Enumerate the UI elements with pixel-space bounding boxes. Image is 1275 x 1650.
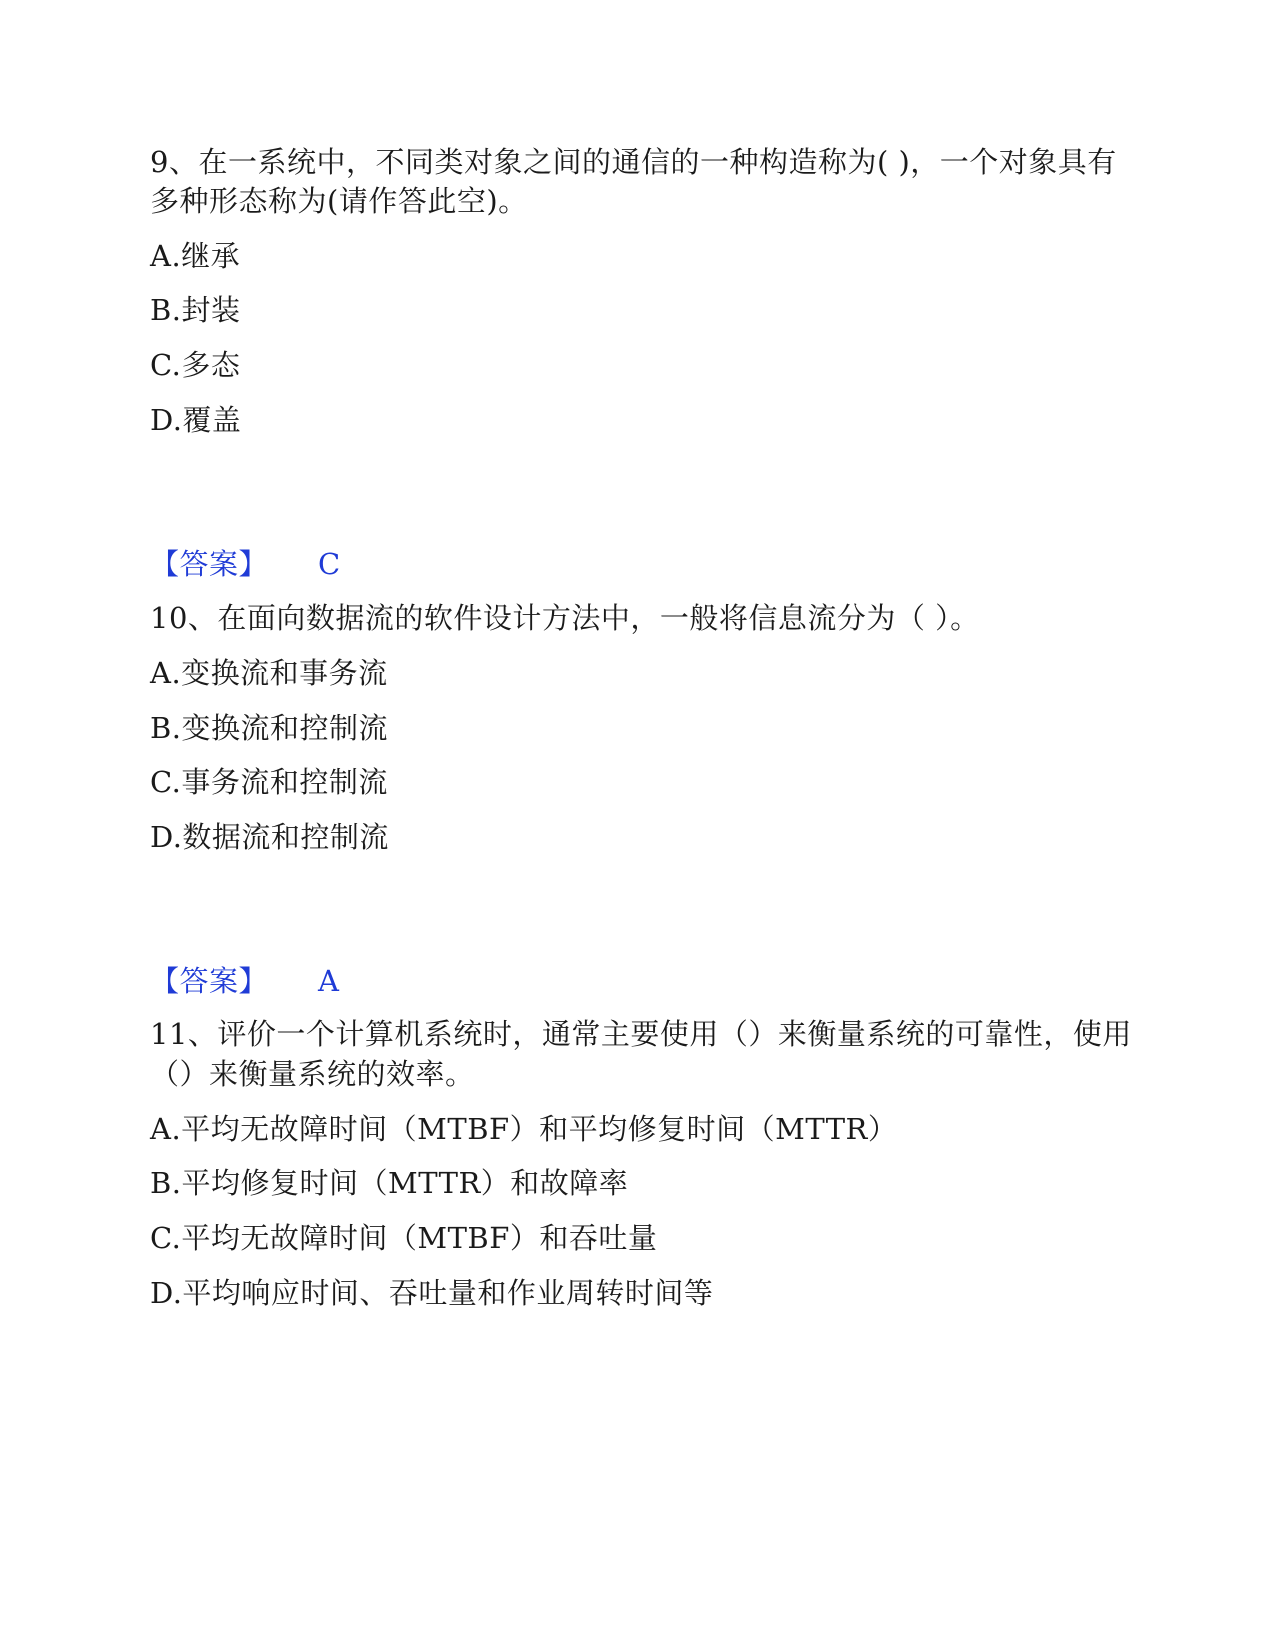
q11-option-a: A.平均无故障时间（MTBF）和平均修复时间（MTTR）	[150, 1112, 898, 1146]
q11-stem-line-2: （）来衡量系统的效率。	[150, 1057, 475, 1091]
q11-stem-line-1: 11、评价一个计算机系统时，通常主要使用（）来衡量系统的可靠性，使用	[150, 1017, 1132, 1051]
q11-option-c: C.平均无故障时间（MTBF）和吞吐量	[150, 1221, 658, 1255]
q9-option-a: A.继承	[150, 239, 241, 273]
q9-option-b: B.封装	[150, 293, 241, 327]
q9-option-c: C.多态	[150, 348, 241, 382]
answer-value: C	[318, 547, 341, 581]
answer-label: 【答案】	[150, 964, 269, 998]
q10-stem-line-1: 10、在面向数据流的软件设计方法中，一般将信息流分为（ ）。	[150, 601, 980, 635]
answer-value: A	[318, 964, 340, 998]
q10-option-d: D.数据流和控制流	[150, 820, 389, 854]
answer-label: 【答案】	[150, 547, 269, 581]
q10-option-c: C.事务流和控制流	[150, 765, 388, 799]
q9-option-d: D.覆盖	[150, 403, 242, 437]
q10-answer	[150, 961, 1125, 1001]
q9-stem-line-2: 多种形态称为(请作答此空)。	[150, 184, 528, 218]
q11-option-b: B.平均修复时间（MTTR）和故障率	[150, 1166, 629, 1200]
q9-stem-line-1: 9、在一系统中，不同类对象之间的通信的一种构造称为( )，一个对象具有	[150, 145, 1117, 179]
q10-option-b: B.变换流和控制流	[150, 711, 389, 745]
q9-answer	[150, 544, 1125, 584]
q11-option-d: D.平均响应时间、吞吐量和作业周转时间等	[150, 1276, 714, 1310]
q10-option-a: A.变换流和事务流	[150, 656, 388, 690]
